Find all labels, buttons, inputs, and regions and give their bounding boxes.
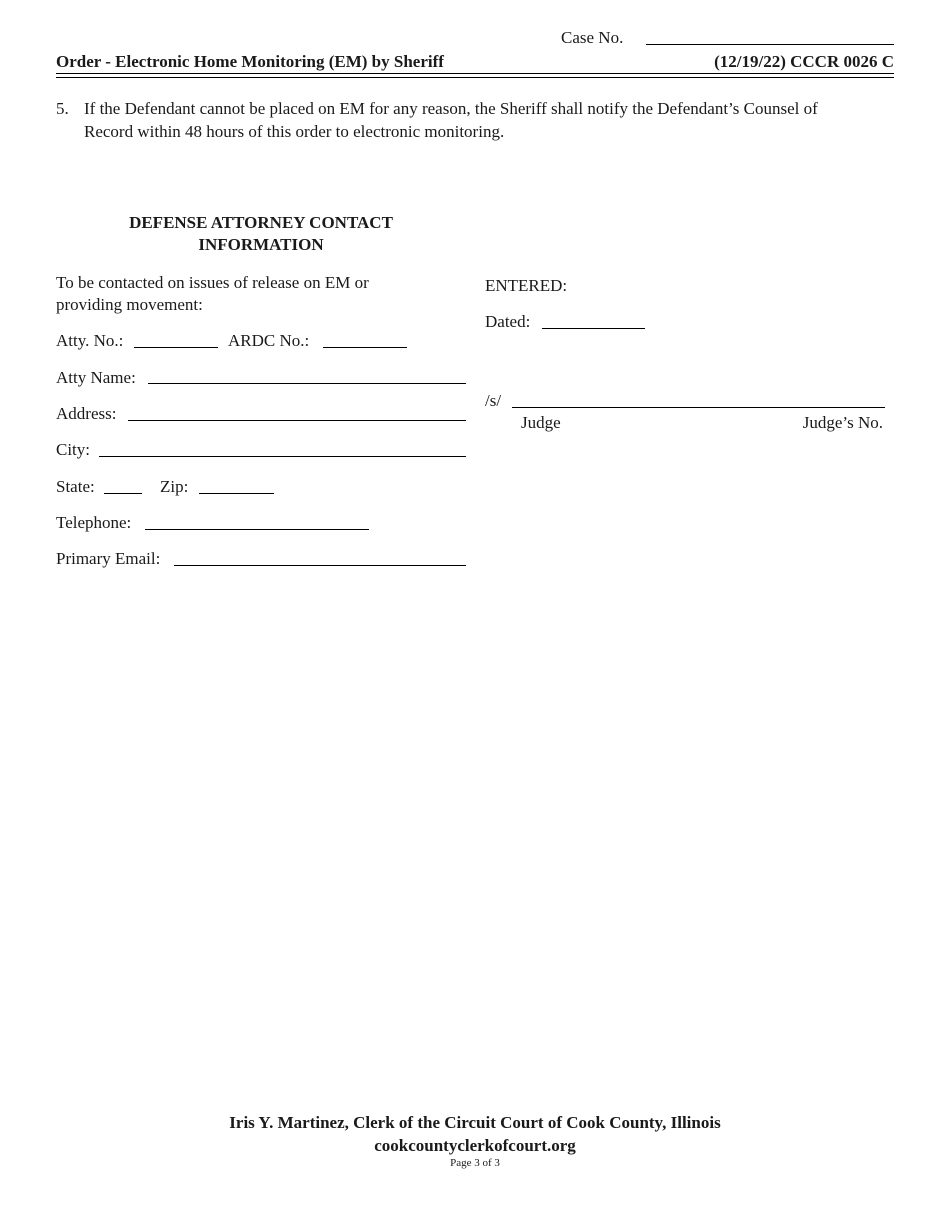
address-label: Address: — [56, 404, 117, 423]
dated-field[interactable] — [542, 328, 645, 329]
zip-label: Zip: — [160, 477, 189, 496]
atty-name-label: Atty Name: — [56, 368, 136, 387]
judge-signature-field[interactable] — [512, 407, 885, 408]
paragraph-line-1: If the Defendant cannot be placed on EM for any reason, the Sheriff shall notify the Defendant’s Counsel of — [84, 99, 818, 118]
telephone-field[interactable] — [145, 529, 369, 530]
footer-clerk-line: Iris Y. Martinez, Clerk of the Circuit Court of Cook County, Illinois — [229, 1113, 721, 1132]
judge-no-label: Judge’s No. — [802, 413, 883, 432]
case-no-field[interactable] — [646, 44, 894, 45]
city-field[interactable] — [99, 456, 466, 457]
city-label: City: — [56, 440, 91, 459]
footer-page-number: Page 3 of 3 — [450, 1157, 500, 1169]
address-field[interactable] — [128, 420, 466, 421]
defense-intro-line-2: providing movement: — [56, 295, 203, 314]
state-field[interactable] — [104, 493, 142, 494]
state-label: State: — [56, 477, 95, 496]
form-code: (12/19/22) CCCR 0026 C — [714, 52, 894, 71]
form-title: Order - Electronic Home Monitoring (EM) by Sheriff — [56, 52, 444, 71]
footer-website: cookcountyclerkofcourt.org — [374, 1136, 576, 1155]
ardc-no-label: ARDC No.: — [228, 331, 310, 350]
dated-label: Dated: — [485, 312, 531, 331]
defense-heading-line-2: INFORMATION — [198, 235, 324, 254]
signature-prefix: /s/ — [485, 391, 502, 410]
case-no-label: Case No. — [561, 28, 624, 47]
email-field[interactable] — [174, 565, 466, 566]
judge-label: Judge — [521, 413, 561, 432]
header-rule-bottom — [56, 77, 894, 78]
paragraph-number: 5. — [56, 99, 69, 118]
header-rule-top — [56, 73, 894, 74]
entered-label: ENTERED: — [485, 276, 568, 295]
zip-field[interactable] — [199, 493, 274, 494]
email-label: Primary Email: — [56, 549, 161, 568]
atty-name-field[interactable] — [148, 383, 466, 384]
paragraph-line-2: Record within 48 hours of this order to electronic monitoring. — [84, 122, 505, 141]
ardc-no-field[interactable] — [323, 347, 407, 348]
atty-no-field[interactable] — [134, 347, 218, 348]
telephone-label: Telephone: — [56, 513, 132, 532]
atty-no-label: Atty. No.: — [56, 331, 124, 350]
defense-intro-line-1: To be contacted on issues of release on EM or — [56, 273, 369, 292]
defense-heading-line-1: DEFENSE ATTORNEY CONTACT — [129, 213, 393, 232]
